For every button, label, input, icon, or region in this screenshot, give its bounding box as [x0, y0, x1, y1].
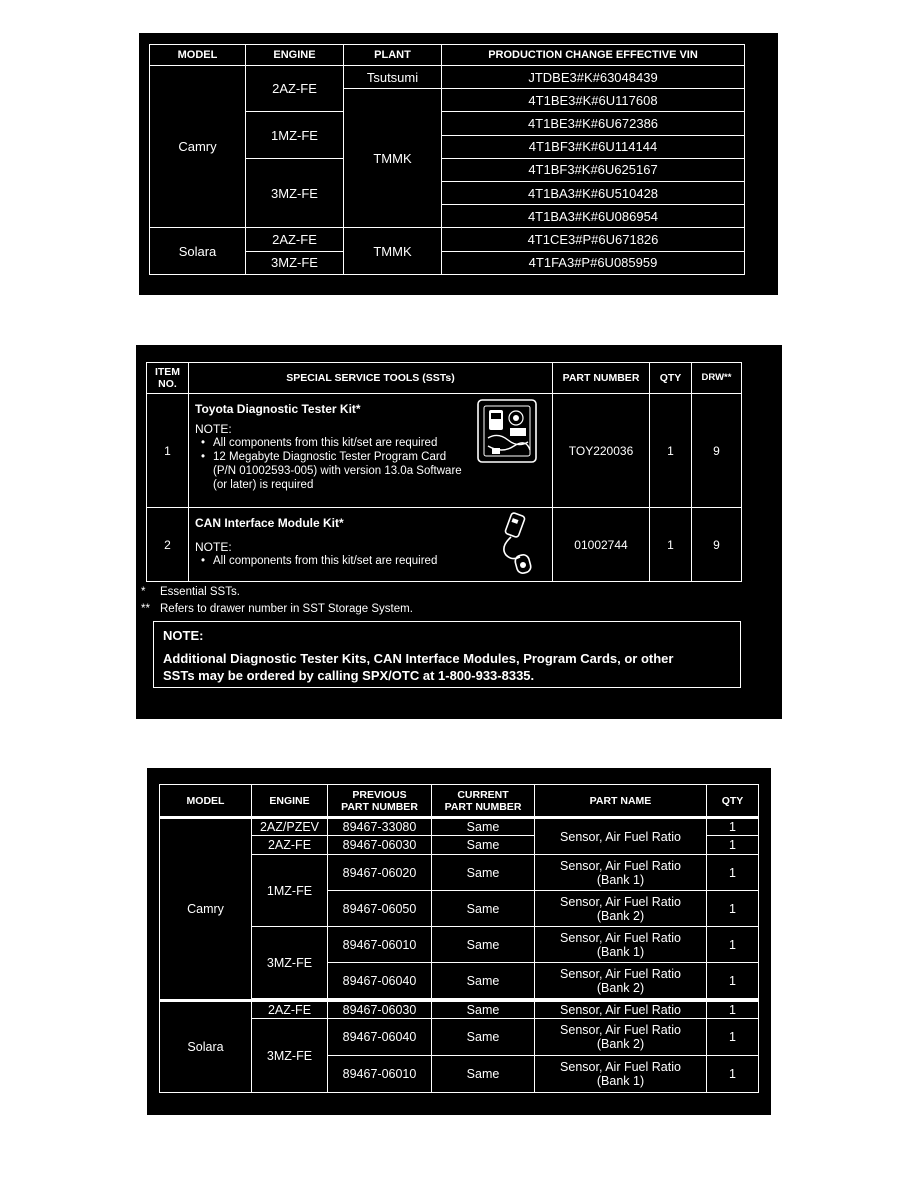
drw-cell: 9	[692, 394, 742, 508]
part-name-cell	[535, 1019, 707, 1056]
part-name-cell	[535, 891, 707, 927]
engine-cell: 2AZ-FE	[246, 228, 344, 251]
qty-cell: 1	[650, 508, 692, 582]
engine-cell: 2AZ-FE	[246, 66, 344, 112]
note-continuation	[195, 464, 546, 492]
note-cont-line: (P/N 01002593-005) with version 13.0a Software	[213, 465, 462, 477]
engine-cell: 1MZ-FE	[252, 855, 328, 927]
item-no-cell: 2	[147, 508, 189, 582]
curr-header-line1: CURRENT	[457, 788, 509, 801]
part-name-bank: (Bank 2)	[596, 1037, 645, 1051]
vin-header-row	[150, 45, 745, 66]
vin-cell: 4T1FA3#P#6U085959	[442, 251, 745, 274]
prev-header-line2: PART NUMBER	[341, 800, 418, 813]
part-name-cell: Sensor, Air Fuel Ratio	[535, 1001, 707, 1019]
col-qty: QTY	[707, 785, 759, 818]
part-name-cell	[535, 963, 707, 999]
table-row	[160, 1001, 759, 1019]
qty-cell: 1	[707, 836, 759, 855]
list-item: • All components from this kit/set are required	[195, 554, 546, 568]
table-row	[150, 66, 745, 89]
col-current-part	[432, 785, 535, 818]
col-drw: DRW**	[692, 363, 742, 394]
tool-title: CAN Interface Module Kit*	[195, 516, 344, 530]
part-name-bank: (Bank 2)	[596, 908, 645, 923]
tool-description-cell	[189, 394, 553, 508]
col-engine: ENGINE	[252, 785, 328, 818]
parts-table	[159, 784, 759, 1093]
prev-part-cell: 89467-06030	[328, 836, 432, 855]
prev-part-cell: 89467-06010	[328, 927, 432, 963]
note-box-line: Additional Diagnostic Tester Kits, CAN Interface Modules, Program Cards, or other	[163, 651, 674, 666]
diagnostic-tester-kit-image	[474, 398, 542, 466]
part-number-cell: TOY220036	[553, 394, 650, 508]
drw-cell: 9	[692, 508, 742, 582]
part-name-bank: (Bank 2)	[596, 980, 645, 995]
curr-part-cell: Same	[432, 891, 535, 927]
list-item: • All components from this kit/set are required	[195, 436, 546, 450]
qty-cell: 1	[707, 927, 759, 963]
engine-cell: 3MZ-FE	[246, 251, 344, 274]
engine-cell: 1MZ-FE	[246, 112, 344, 158]
col-part-name: PART NAME	[535, 785, 707, 818]
model-cell: Camry	[160, 818, 252, 1001]
sst-header-row	[147, 363, 742, 394]
engine-cell: 2AZ-FE	[252, 836, 328, 855]
qty-cell: 1	[707, 1001, 759, 1019]
col-qty: QTY	[650, 363, 692, 394]
curr-part-cell: Same	[432, 836, 535, 855]
vin-table-panel	[139, 33, 778, 295]
vin-cell: JTDBE3#K#63048439	[442, 66, 745, 89]
part-name-line: Sensor, Air Fuel Ratio	[560, 1023, 681, 1037]
tool-title: Toyota Diagnostic Tester Kit*	[195, 402, 361, 416]
vin-cell: 4T1CE3#P#6U671826	[442, 228, 745, 251]
curr-part-cell: Same	[432, 963, 535, 999]
col-engine: ENGINE	[246, 45, 344, 66]
curr-part-cell: Same	[432, 927, 535, 963]
part-name-cell	[535, 927, 707, 963]
part-number-cell: 01002744	[553, 508, 650, 582]
prev-part-cell: 89467-33080	[328, 818, 432, 836]
note-label: NOTE:	[195, 540, 232, 554]
part-name-line: Sensor, Air Fuel Ratio	[560, 894, 681, 909]
part-name-line: Sensor, Air Fuel Ratio	[560, 930, 681, 945]
prev-part-cell: 89467-06040	[328, 963, 432, 999]
qty-cell: 1	[707, 855, 759, 891]
footnote-drawer	[141, 603, 413, 615]
item-no-cell: 1	[147, 394, 189, 508]
note-box	[153, 621, 741, 688]
table-row	[150, 228, 745, 251]
prev-part-cell: 89467-06030	[328, 1001, 432, 1019]
model-cell: Solara	[160, 1001, 252, 1093]
vin-cell: 4T1BE3#K#6U672386	[442, 112, 745, 135]
note-cont-line: (or later) is required	[213, 479, 314, 491]
footnote-mark: *	[141, 586, 146, 598]
prev-part-cell: 89467-06010	[328, 1056, 432, 1093]
prev-part-cell: 89467-06040	[328, 1019, 432, 1056]
model-cell: Camry	[150, 66, 246, 228]
tool-description-cell	[189, 508, 553, 582]
part-name-line: Sensor, Air Fuel Ratio	[560, 1060, 681, 1074]
prev-part-cell: 89467-06020	[328, 855, 432, 891]
part-name-cell	[535, 855, 707, 891]
engine-cell: 2AZ-FE	[252, 1001, 328, 1019]
prev-header-line1: PREVIOUS	[352, 788, 407, 801]
part-name-bank: (Bank 1)	[596, 1074, 645, 1088]
col-model: MODEL	[150, 45, 246, 66]
engine-cell: 2AZ/PZEV	[252, 818, 328, 836]
qty-cell: 1	[707, 818, 759, 836]
sst-table	[146, 362, 742, 582]
footnote-text: Essential SSTs.	[160, 586, 240, 598]
col-tools: SPECIAL SERVICE TOOLS (SSTs)	[189, 363, 553, 394]
parts-header-row	[160, 785, 759, 818]
table-row	[147, 394, 742, 508]
parts-table-panel	[147, 768, 771, 1115]
col-previous-part	[328, 785, 432, 818]
curr-part-cell: Same	[432, 1019, 535, 1056]
curr-header-line2: PART NUMBER	[444, 800, 522, 813]
model-cell: Solara	[150, 228, 246, 274]
item-header-line2: NO.	[158, 378, 177, 390]
part-name-cell	[535, 1056, 707, 1093]
part-name-cell: Sensor, Air Fuel Ratio	[535, 818, 707, 855]
plant-cell: TMMK	[344, 228, 442, 274]
plant-cell: Tsutsumi	[344, 66, 442, 89]
col-part-number: PART NUMBER	[553, 363, 650, 394]
col-model: MODEL	[160, 785, 252, 818]
note-box-line: SSTs may be ordered by calling SPX/OTC at 1-800-933-8335.	[163, 668, 535, 683]
part-name-line: Sensor, Air Fuel Ratio	[560, 966, 681, 981]
engine-cell: 3MZ-FE	[246, 158, 344, 228]
can-interface-module-image	[494, 511, 542, 577]
col-vin: PRODUCTION CHANGE EFFECTIVE VIN	[442, 45, 745, 66]
part-name-bank: (Bank 1)	[596, 872, 645, 887]
qty-cell: 1	[707, 891, 759, 927]
engine-cell: 3MZ-FE	[252, 1019, 328, 1093]
table-row	[147, 508, 742, 582]
curr-part-cell: Same	[432, 818, 535, 836]
qty-cell: 1	[650, 394, 692, 508]
note-label: NOTE:	[195, 422, 232, 436]
part-name-line: Sensor, Air Fuel Ratio	[560, 858, 681, 873]
curr-part-cell: Same	[432, 855, 535, 891]
vin-cell: 4T1BE3#K#6U117608	[442, 89, 745, 112]
qty-cell: 1	[707, 1019, 759, 1056]
vin-cell: 4T1BF3#K#6U114144	[442, 135, 745, 158]
sst-table-panel	[136, 345, 782, 719]
plant-cell: TMMK	[344, 89, 442, 228]
engine-cell: 3MZ-FE	[252, 927, 328, 999]
curr-part-cell: Same	[432, 1056, 535, 1093]
curr-part-cell: Same	[432, 1001, 535, 1019]
col-plant: PLANT	[344, 45, 442, 66]
vin-cell: 4T1BA3#K#6U086954	[442, 205, 745, 228]
footnote-essential	[141, 586, 240, 598]
footnote-text: Refers to drawer number in SST Storage System.	[160, 603, 413, 615]
table-row	[160, 818, 759, 836]
qty-cell: 1	[707, 1056, 759, 1093]
col-item-no	[147, 363, 189, 394]
list-item: • 12 Megabyte Diagnostic Tester Program Card	[195, 450, 546, 464]
item-header-line1: ITEM	[154, 366, 181, 378]
vin-table	[149, 44, 745, 275]
footnote-mark: **	[141, 603, 150, 615]
part-name-bank: (Bank 1)	[596, 944, 645, 959]
vin-cell: 4T1BF3#K#6U625167	[442, 158, 745, 181]
note-box-heading: NOTE:	[163, 628, 204, 643]
qty-cell: 1	[707, 963, 759, 999]
prev-part-cell: 89467-06050	[328, 891, 432, 927]
vin-cell: 4T1BA3#K#6U510428	[442, 181, 745, 204]
